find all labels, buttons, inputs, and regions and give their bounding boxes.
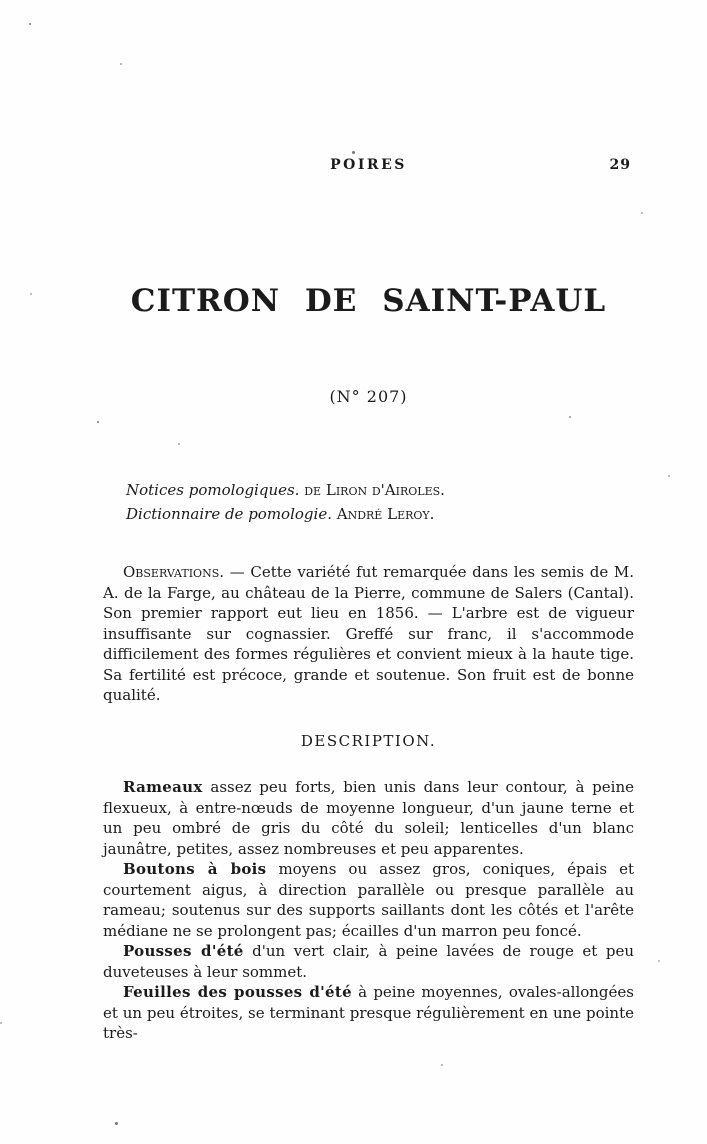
description-paragraph-feuilles [103,982,634,1044]
reference-author: André Leroy. [336,505,435,523]
scan-speckle [29,23,31,25]
running-header [103,157,634,177]
reference-title: Notices pomologiques. [126,481,300,499]
paragraph-text: d'un vert clair, à peine lavées de rouge et peu duveteuses à leur sommet. [103,942,634,981]
scan-speckle [97,421,99,423]
scan-speckle [0,1022,2,1024]
scan-speckle [115,1122,118,1125]
paragraph-text: moyens ou assez gros, coniques, épais et courtement aigus, à direction parallèle ou presque parallèle au rameau; soutenus sur des supports saillants dont les côtés et l'arête médiane ne se prolongent pas; écailles d'un marron peu foncé. [103,860,634,940]
scan-speckle [352,151,355,154]
scan-speckle [120,63,122,65]
scan-speckle [178,443,180,445]
paragraph-text: à peine moyennes, ovales-allongées et un peu étroites, se terminant presque régulièrement en une pointe très- [103,983,634,1042]
description-paragraph-rameaux [103,777,634,859]
variety-number: (N° 207) [329,387,408,406]
paragraph-lead: Feuilles des pousses d'été [123,983,352,1001]
reference-title: Dictionnaire de pomologie. [126,505,332,523]
page-number: 29 [609,157,631,173]
paragraph-text: assez peu forts, bien unis dans leur contour, à peine flexueux, à entre-nœuds de moyenne longueur, d'un jaune terne et un peu ombré de gris du côté du soleil; lenticelles d'un blanc jaunâtre, petites, assez nombreuses et peu apparentes. [103,778,634,858]
scan-speckle [668,475,670,477]
description-paragraph-pousses [103,941,634,982]
reference-line [126,478,445,502]
paragraph-lead: Boutons à bois [123,860,267,878]
paragraph-lead: Pousses d'été [123,942,244,960]
reference-author: de Liron d'Airoles. [304,481,445,499]
scan-speckle [441,1064,443,1066]
paragraph-lead: Rameaux [123,778,203,796]
observations-paragraph [103,562,634,706]
scan-speckle [658,960,660,962]
description-heading: DESCRIPTION. [300,732,437,750]
running-title: POIRES [330,157,407,173]
scan-speckle [311,1013,313,1015]
scan-speckle [30,293,32,295]
observations-lead: Observations. [123,563,225,581]
references-block [126,478,445,526]
scan-speckle [641,212,643,214]
scan-speckle [569,416,571,418]
description-block [103,777,634,1044]
description-paragraph-boutons [103,859,634,941]
observations-text: — Cette variété fut remarquée dans les semis de M. A. de la Farge, au château de la Pierre, commune de Salers (Cantal). Son premier rapport eut lieu en 1856. — L'arbre est de vigueur insuffisante sur cognassier. Greffé sur franc, il s'accommode difficilement des formes régulières et convient mieux à la haute tige. Sa fertilité est précoce, grande et soutenue. Son fruit est de bonne qualité. [103,563,634,704]
reference-line [126,502,445,526]
variety-title: CITRON DE SAINT-PAUL [130,283,607,319]
